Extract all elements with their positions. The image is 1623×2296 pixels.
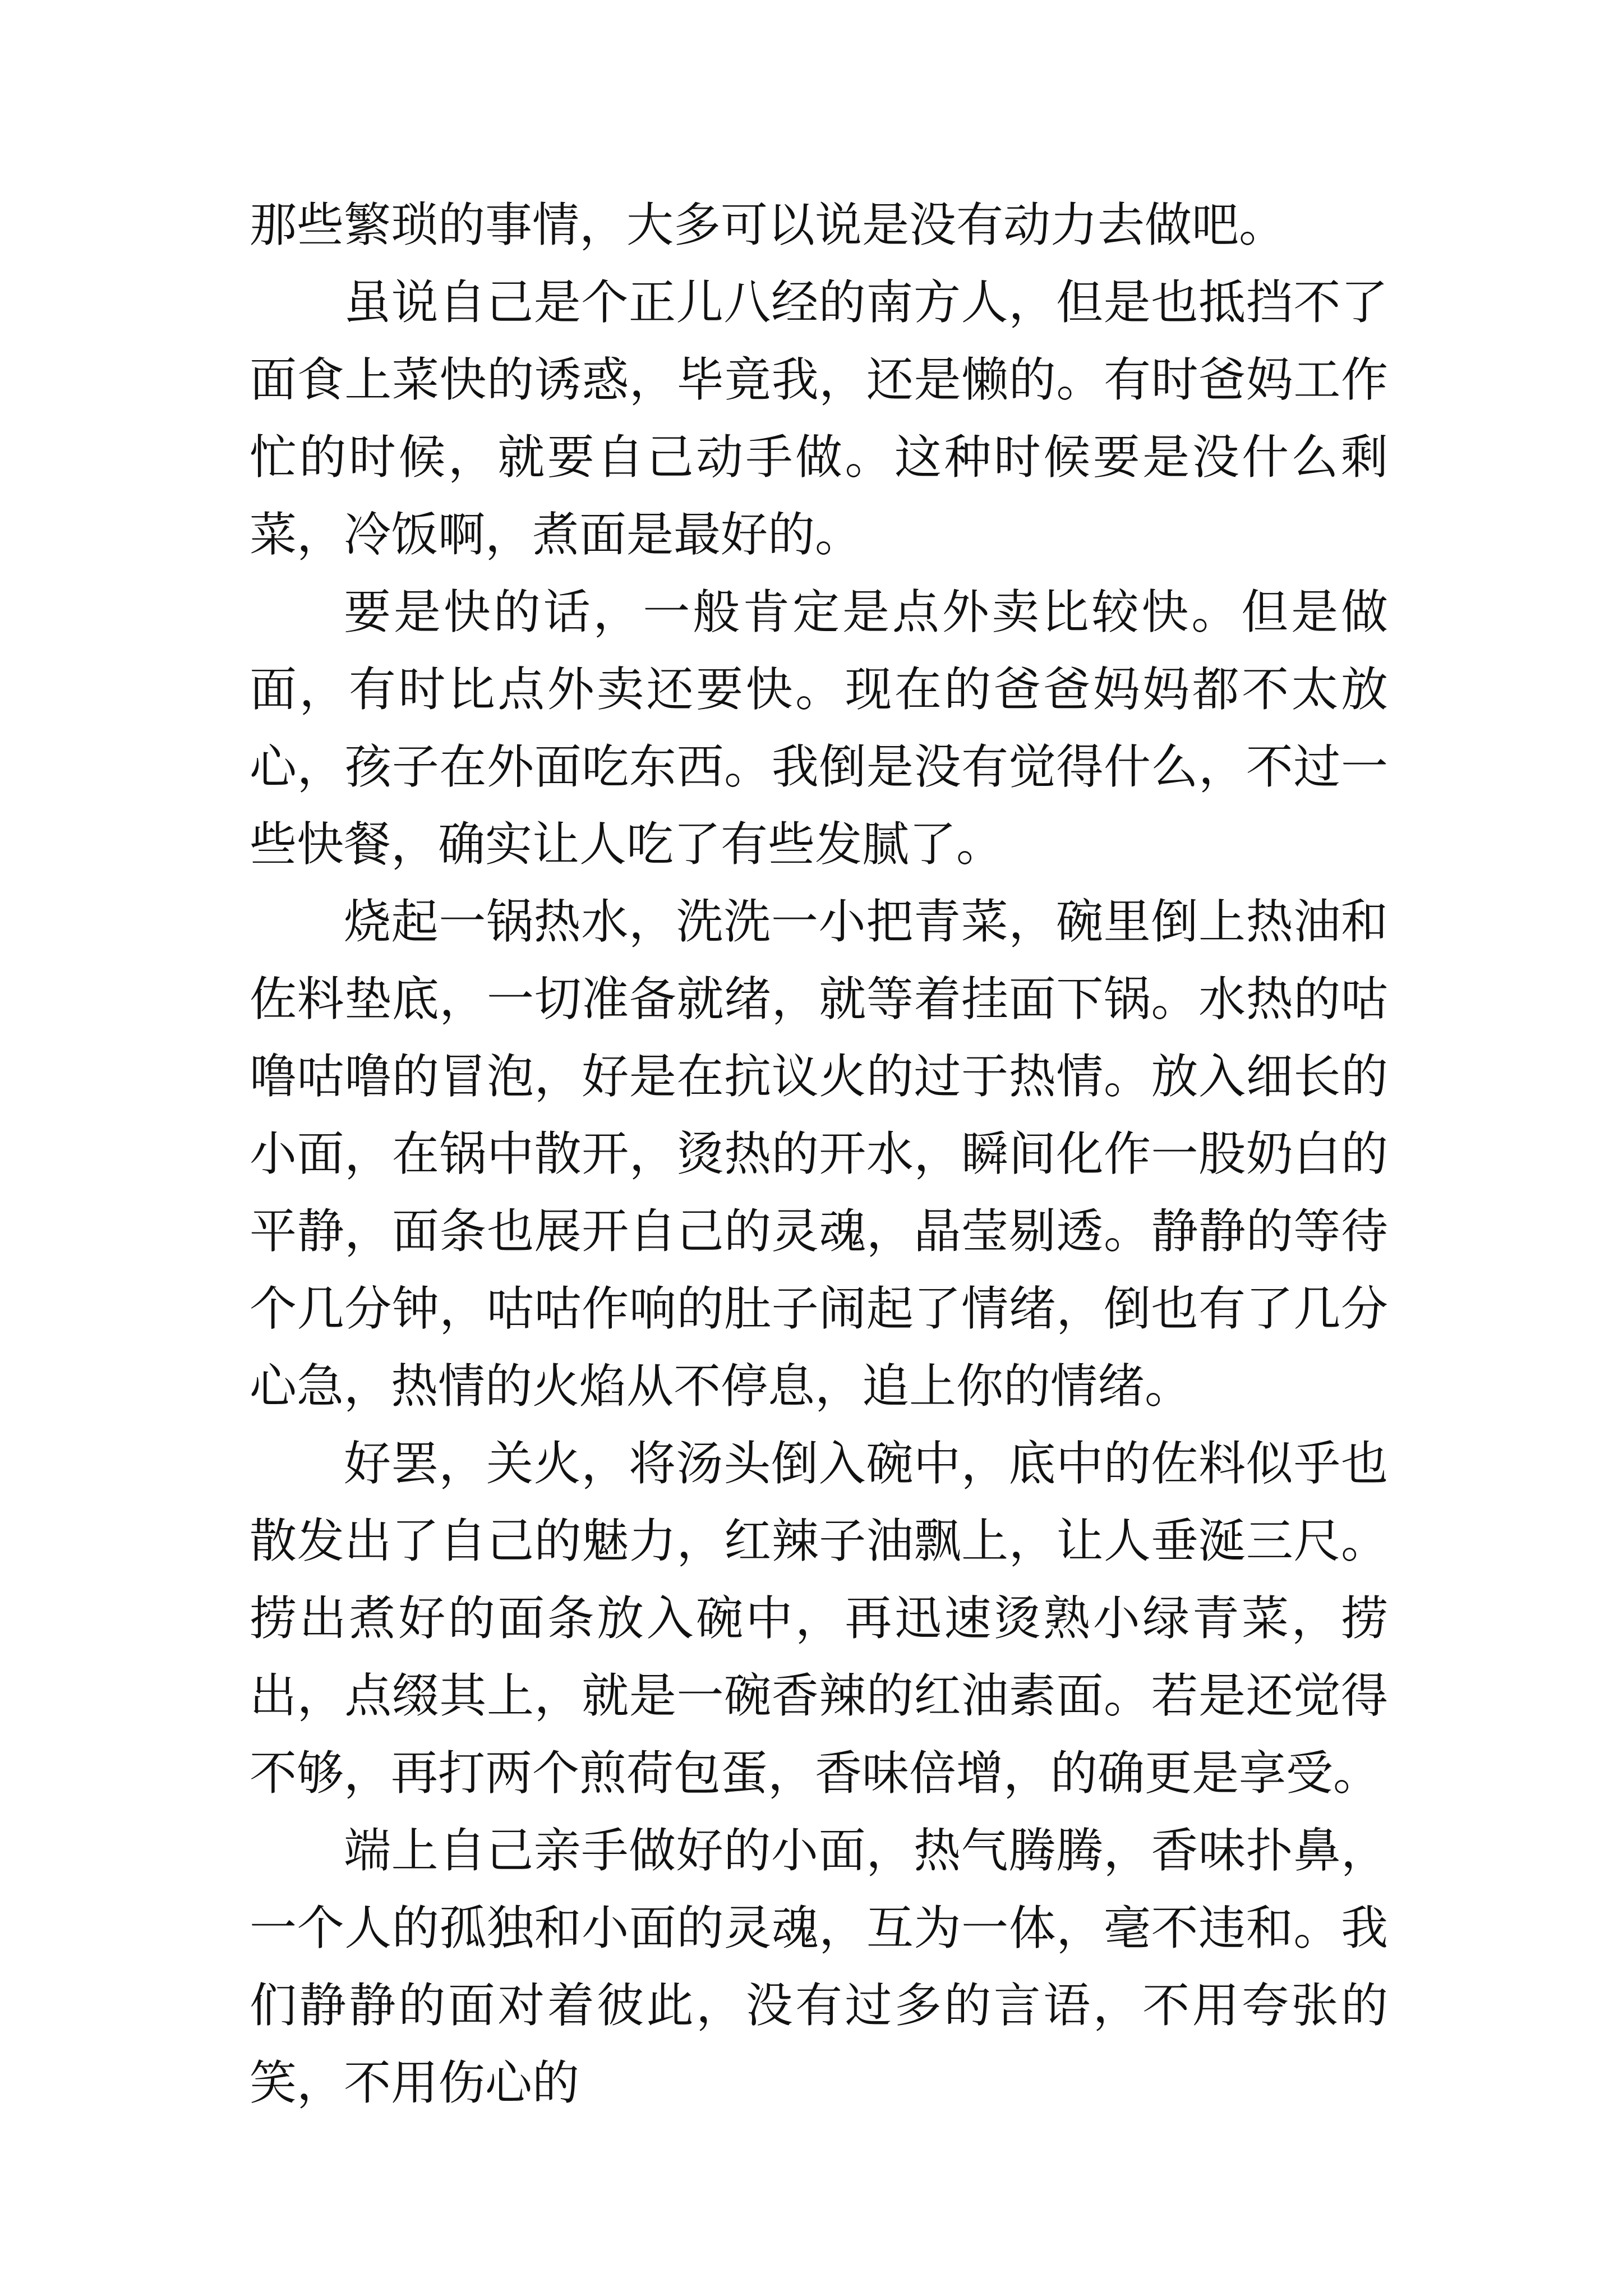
paragraph-5: 好罢，关火，将汤头倒入碗中，底中的佐料似乎也散发出了自己的魅力，红辣子油飘上，让人垂涎三尺。捞出煮好的面条放入碗中，再迅速烫熟小绿青菜，捞出，点缀其上，就是一碗香辣的红油素面。若是还觉得不够，再打两个煎荷包蛋，香味倍增，的确更是享受。 <box>250 1436 1388 1801</box>
paragraph-4: 烧起一锅热水，洗洗一小把青菜，碗里倒上热油和佐料垫底，一切准备就绪，就等着挂面下锅。水热的咕噜咕噜的冒泡，好是在抗议火的过于热情。放入细长的小面，在锅中散开，烫热的开水，瞬间化作一股奶白的平静，面条也展开自己的灵魂，晶莹剔透。静静的等待个几分钟，咕咕作响的肚子闹起了情绪，倒也有了几分心急，热情的火焰从不停息，追上你的情绪。 <box>250 894 1388 1414</box>
paragraph-3: 要是快的话，一般肯定是点外卖比较快。但是做面，有时比点外卖还要快。现在的爸爸妈妈都不太放心，孩子在外面吃东西。我倒是没有觉得什么，不过一些快餐，确实让人吃了有些发腻了。 <box>250 585 1388 872</box>
paragraph-2: 虽说自己是个正儿八经的南方人，但是也抵挡不了面食上菜快的诱惑，毕竟我，还是懒的。有时爸妈工作忙的时候，就要自己动手做。这种时候要是没什么剩菜，冷饭啊，煮面是最好的。 <box>250 275 1388 562</box>
paragraph-6: 端上自己亲手做好的小面，热气腾腾，香味扑鼻，一个人的孤独和小面的灵魂，互为一体，毫不违和。我们静静的面对着彼此，没有过多的言语，不用夸张的笑，不用伤心的 <box>250 1823 1388 2110</box>
document-page <box>250 186 1388 2122</box>
paragraph-1: 那些繁琐的事情，大多可以说是没有动力去做吧。 <box>250 197 1287 252</box>
